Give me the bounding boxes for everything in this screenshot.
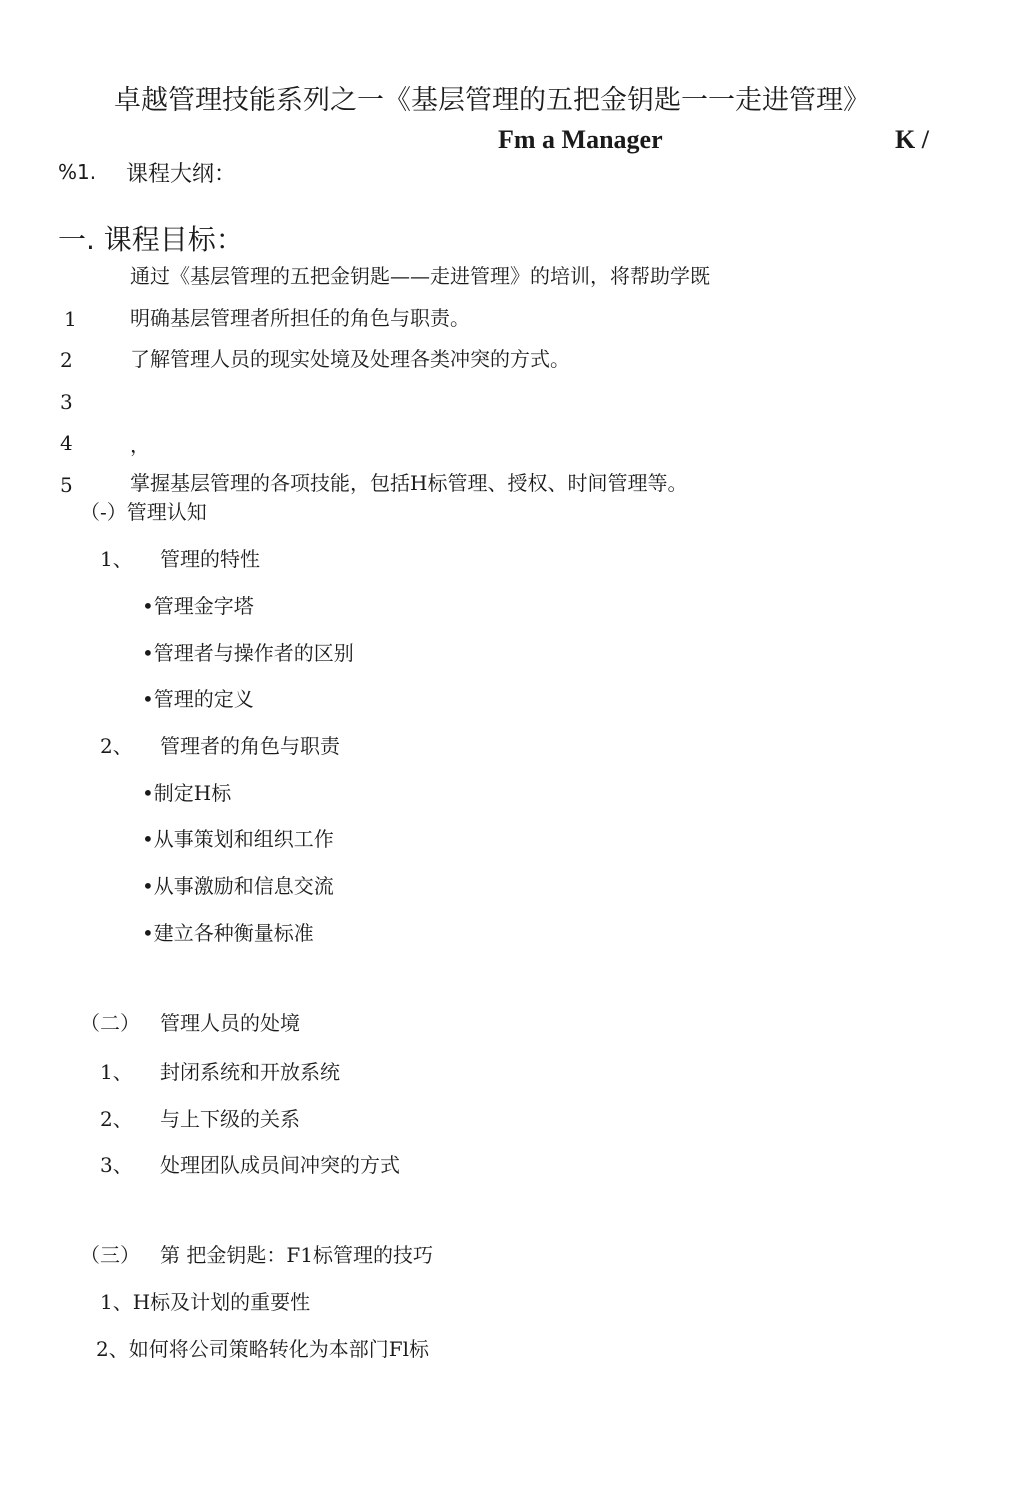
section-1-label: （-）管理认知 bbox=[80, 500, 207, 524]
outline-heading-number: %1. bbox=[58, 160, 97, 184]
objective-text: 掌握基层管理的各项技能，包括H标管理、授权、时间管理等。 bbox=[130, 471, 688, 495]
section-1-item-text: 管理的特性 bbox=[160, 547, 260, 571]
section-2-item-number: 1、 bbox=[100, 1060, 133, 1084]
bullet-item: •管理者与操作者的区别 bbox=[142, 641, 354, 665]
bullet-item: •从事激励和信息交流 bbox=[142, 874, 334, 898]
section-2-item-text: 处理团队成员间冲突的方式 bbox=[160, 1153, 400, 1177]
section-3-item: 2、如何将公司策略转化为本部门Fl标 bbox=[96, 1337, 429, 1361]
section-2-item-text: 封闭系统和开放系统 bbox=[160, 1060, 340, 1084]
section-2-item-number: 2、 bbox=[100, 1107, 133, 1131]
objectives-intro: 通过《基层管理的五把金钥匙——走进管理》的培训，将帮助学既 bbox=[130, 264, 710, 288]
bullet-item: •管理的定义 bbox=[142, 687, 254, 711]
bullet-item: •制定H标 bbox=[142, 781, 232, 805]
document-subtitle-mark: K / bbox=[895, 125, 929, 154]
objectives-heading: 一. 课程目标： bbox=[58, 223, 244, 256]
objective-text: ， bbox=[130, 433, 150, 457]
section-1-item-text: 管理者的角色与职责 bbox=[160, 734, 340, 758]
section-3-title: 第 把金钥匙：F1标管理的技巧 bbox=[160, 1243, 433, 1267]
section-2-item-text: 与上下级的关系 bbox=[160, 1107, 300, 1131]
objective-number: 1 bbox=[64, 307, 77, 331]
bullet-item: •从事策划和组织工作 bbox=[142, 827, 334, 851]
objective-number: 5 bbox=[60, 473, 73, 497]
section-3-item: 1、H标及计划的重要性 bbox=[100, 1290, 311, 1314]
section-1-item-number: 2、 bbox=[100, 734, 133, 758]
bullet-item: •管理金字塔 bbox=[142, 594, 254, 618]
outline-heading-label: 课程大纲： bbox=[126, 162, 237, 187]
objective-text: 了解管理人员的现实处境及处理各类冲突的方式。 bbox=[130, 347, 570, 371]
objective-text: 明确基层管理者所担任的角色与职责。 bbox=[130, 306, 470, 330]
document-subtitle-english: Fm a Manager bbox=[498, 125, 663, 154]
objective-number: 3 bbox=[60, 390, 73, 414]
section-2-item-number: 3、 bbox=[100, 1153, 133, 1177]
section-2-title: 管理人员的处境 bbox=[160, 1011, 300, 1035]
objective-number: 4 bbox=[60, 431, 73, 455]
objective-number: 2 bbox=[60, 348, 73, 372]
section-3-label: （三） bbox=[80, 1243, 140, 1267]
section-1-item-number: 1、 bbox=[100, 547, 133, 571]
document-title: 卓越管理技能系列之一《基层管理的五把金钥匙一一走进管理》 bbox=[114, 85, 870, 116]
bullet-item: •建立各种衡量标准 bbox=[142, 921, 314, 945]
section-2-label: （二） bbox=[80, 1011, 140, 1035]
